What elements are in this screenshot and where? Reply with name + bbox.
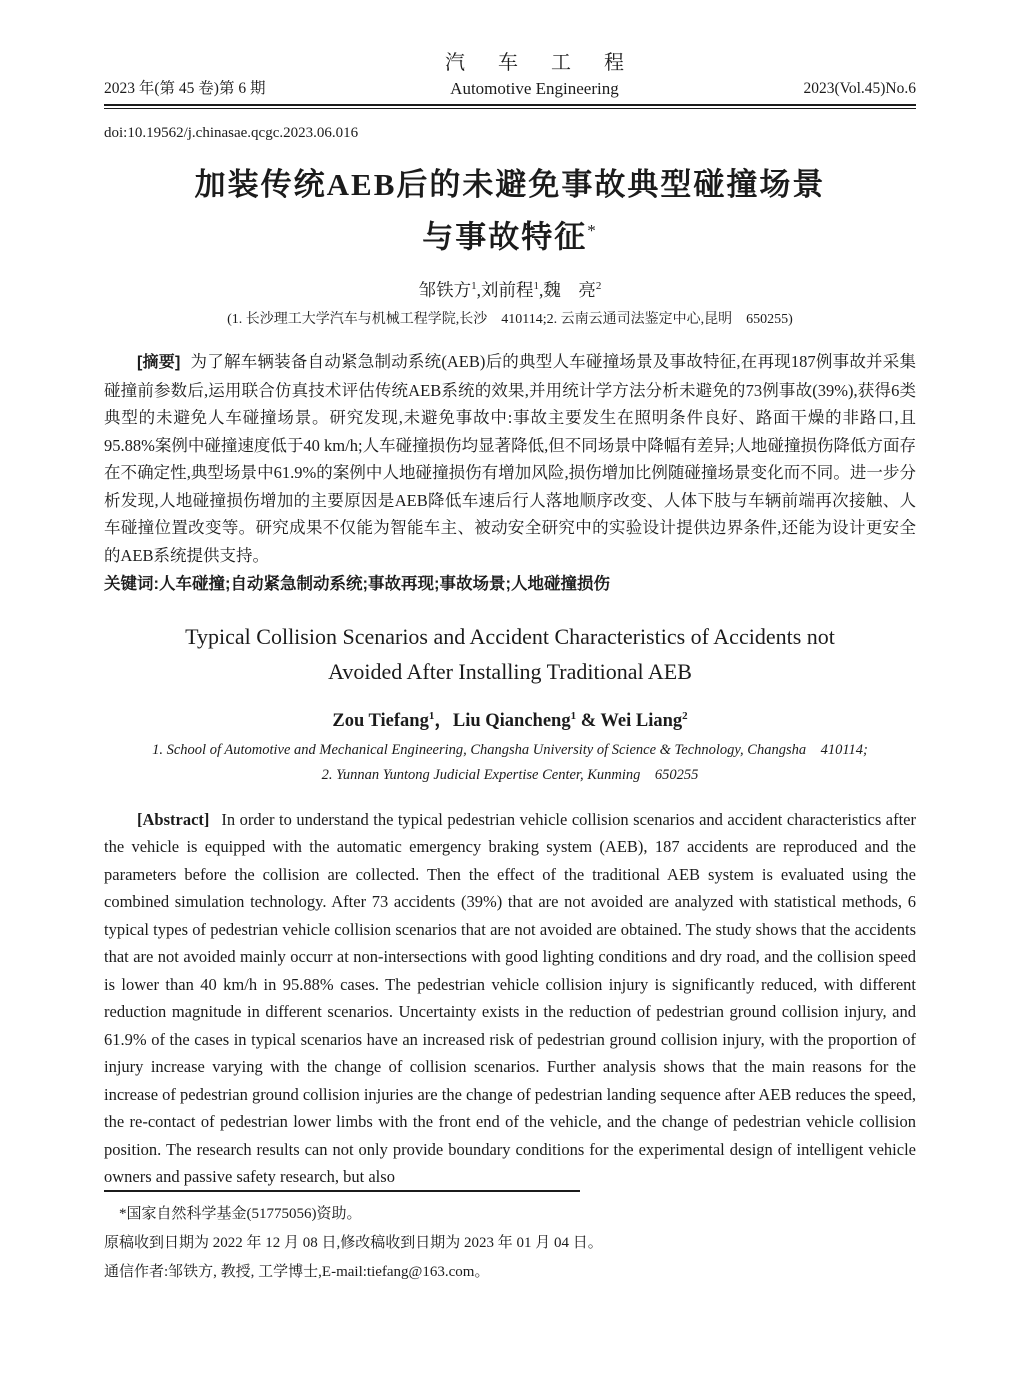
author-name: 邹铁方	[418, 280, 472, 301]
footnote-corresponding-author: 通信作者:邹铁方, 教授, 工学博士,E-mail:tiefang@163.com。	[104, 1264, 490, 1280]
author-superscript: 2	[595, 280, 602, 293]
paper-title-cn-line2: 与事故特征	[422, 219, 588, 255]
paper-title-en-line2: Avoided After Installing Traditional AEB	[328, 658, 692, 684]
paper-title-en-line1: Typical Collision Scenarios and Accident Characteristics of Accidents not	[185, 623, 835, 649]
author-separator: ，	[434, 710, 453, 731]
author-cn-3	[543, 280, 601, 300]
authors-en	[104, 706, 916, 732]
footnote-funding: *国家自然科学基金(51775056)资助。	[119, 1206, 362, 1222]
paper-title-en	[104, 619, 916, 689]
affiliation-en-2: 2. Yunnan Yuntong Judicial Expertise Center, Kunming 650255	[321, 766, 699, 783]
footnote-block	[104, 1190, 916, 1287]
header-rule	[104, 104, 916, 109]
abstract-text-en: In order to understand the typical pedestrian vehicle collision scenarios and accident characteristics after the vehicle is equipped with the automatic emergency braking system (AEB), 187 accidents are reproduced and the parameters before the collision are collected. Then the effect of the traditional AEB system is evaluated using the combined simulation technology. After 73 accidents (39%) that are not avoided are analyzed with statistical methods, 6 typical types of pedestrian vehicle collision scenarios that are not avoided are obtained. The study shows that the accidents that are not avoided mainly occurr at non-intersections with good lighting conditions and dry road, and the collision speed is lower than 40 km/h in 95.88% cases. The pedestrian vehicle collision injury is significantly reduced, with different reduction magnitude in different scenarios. Uncertainty exists in the reduction of pedestrian ground collision injury, and 61.9% of the cases in typical scenarios have an increased risk of pedestrian ground collision injury, with the proportion of injury increase varying with the change of collision scenarios. Further analysis shows that the main reasons for the increase of pedestrian ground collision injuries are the change of pedestrian landing sequence after AEB reduces the speed, the re-contact of pedestrian lower limbs with the front end of the vehicle, and the change of pedestrian vehicle collision position. The research results can not only provide boundary conditions for the experimental design of intelligent vehicle owners and passive safety research, but also	[104, 809, 916, 1187]
affiliation-en-1: 1. School of Automotive and Mechanical Engineering, Changsha University of Science & Technology, Changsha 410114;	[152, 741, 868, 758]
author-cn-2	[481, 280, 539, 300]
abstract-label-cn: [摘要]	[137, 354, 181, 372]
author-separator: ,	[476, 280, 481, 301]
abstract-text-cn: 为了解车辆装备自动紧急制动系统(AEB)后的典型人车碰撞场景及事故特征,在再现187例事故并采集碰撞前参数后,运用联合仿真技术评估传统AEB系统的效果,并用统计学方法分析未避免的73例事故(39%),获得6类典型的未避免人车碰撞场景。研究发现,未避免事故中:事故主要发生在照明条件良好、路面干燥的非路口,且95.88%案例中碰撞速度低于40 km/h;人车碰撞损伤均显著降低,但不同场景中降幅有差异;人地碰撞损伤降低方面存在不确定性,典型场景中61.9%的案例中人地碰撞损伤有增加风险,损伤增加比例随碰撞场景变化而不同。进一步分析发现,人地碰撞损伤增加的主要原因是AEB降低车速后行人落地顺序改变、人体下肢与车辆前端再次接触、人车碰撞位置改变等。研究成果不仅能为智能车主、被动安全研究中的实验设计提供边界条件,还能为设计更安全的AEB系统提供支持。	[104, 352, 916, 565]
issue-info-left: 2023 年(第 45 卷)第 6 期	[104, 80, 266, 97]
author-name: Liu Qiancheng	[452, 710, 571, 731]
author-superscript: 1	[533, 280, 539, 293]
abstract-cn	[104, 348, 916, 569]
doi-line: doi:10.19562/j.chinasae.qcgc.2023.06.016	[104, 125, 359, 141]
paper-title-cn-line1: 加装传统AEB后的未避免事故典型碰撞场景	[194, 167, 826, 202]
keywords-cn	[104, 571, 916, 599]
author-en-1	[332, 711, 434, 731]
footnote-rule	[104, 1190, 580, 1192]
abstract-en	[104, 806, 916, 1191]
abstract-label-en: [Abstract]	[137, 809, 210, 829]
journal-title-en: Automotive Engineering	[450, 79, 619, 98]
author-en-3	[600, 711, 687, 731]
author-superscript: 1	[471, 280, 477, 293]
author-name: 魏 亮	[543, 280, 596, 301]
author-superscript: 2	[682, 709, 688, 722]
journal-title-cn: 汽 车 工 程	[444, 52, 638, 74]
footnote-dates: 原稿收到日期为 2022 年 12 月 08 日,修改稿收到日期为 2023 年 01 月 04 日。	[104, 1235, 603, 1251]
author-name: 刘前程	[481, 280, 534, 301]
journal-header	[104, 46, 916, 99]
author-separator: ,	[539, 280, 544, 301]
author-superscript: 1	[428, 709, 435, 722]
author-name: Wei Liang	[600, 710, 683, 731]
affiliation-cn: (1. 长沙理工大学汽车与机械工程学院,长沙 410114;2. 云南云通司法鉴定中心,昆明 650255)	[227, 312, 793, 328]
authors-cn	[104, 277, 916, 302]
issue-info-right: 2023(Vol.45)No.6	[803, 80, 916, 97]
author-superscript: 1	[570, 709, 577, 722]
author-en-2	[453, 711, 576, 731]
affiliations-en	[104, 738, 916, 788]
author-cn-1	[419, 280, 477, 300]
author-name: Zou Tiefang	[332, 710, 429, 731]
author-separator: &	[576, 710, 601, 731]
title-asterisk: *	[587, 221, 598, 240]
paper-title-cn	[104, 162, 916, 260]
keywords-label-cn: 关键词:	[104, 575, 159, 594]
journal-title-block	[265, 46, 803, 99]
keywords-text-cn: 人车碰撞;自动紧急制动系统;事故再现;事故场景;人地碰撞损伤	[159, 575, 610, 594]
